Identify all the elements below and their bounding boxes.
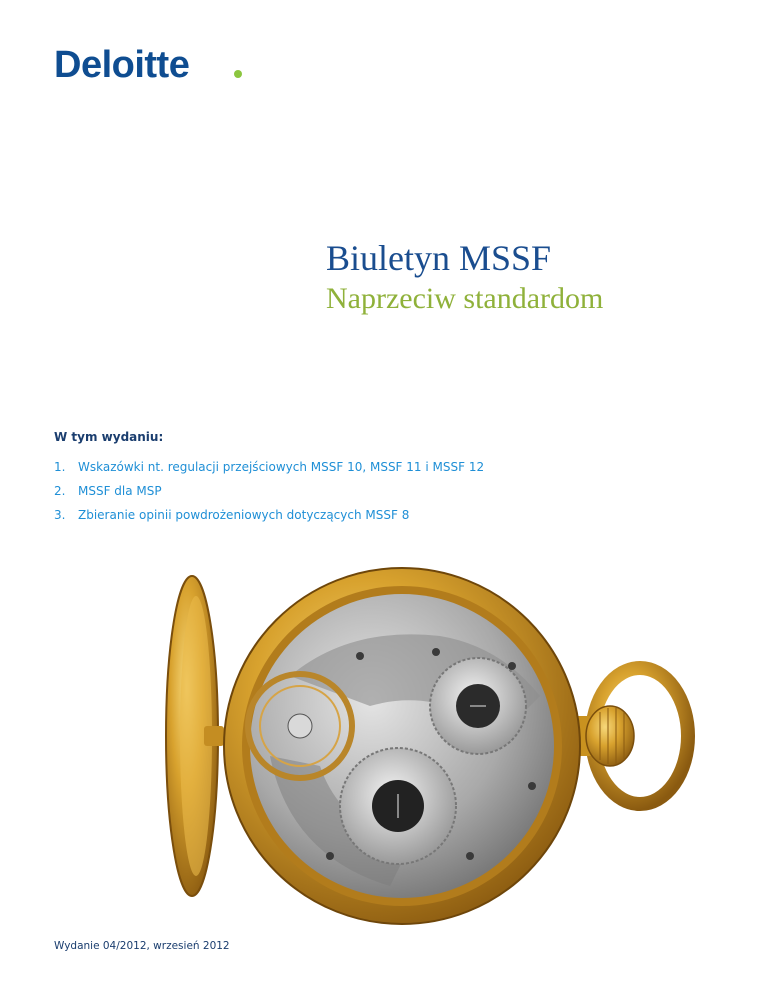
toc-list [54, 460, 484, 532]
toc-item-label: Wskazówki nt. regulacji przejściowych MSSF 10, MSSF 11 i MSSF 12 [78, 460, 485, 474]
toc-item[interactable] [54, 508, 484, 532]
issue-footer: Wydanie 04/2012, wrzesień 2012 [54, 940, 230, 952]
toc-item-number: 1. [54, 460, 66, 474]
toc-item-label: MSSF dla MSP [78, 484, 162, 498]
toc-item-label: Zbieranie opinii powdrożeniowych dotyczących MSSF 8 [78, 508, 410, 522]
pocket-watch-image [140, 556, 712, 936]
toc-item-number: 2. [54, 484, 66, 498]
toc-item[interactable] [54, 484, 484, 508]
bulletin-subtitle: Naprzeciw standardom [326, 282, 604, 315]
deloitte-logo: Deloitte [54, 44, 190, 86]
bulletin-title: Biuletyn MSSF [326, 238, 552, 278]
toc-heading: W tym wydaniu: [54, 430, 164, 444]
toc-item-number: 3. [54, 508, 66, 522]
logo-dot [234, 70, 242, 78]
toc-item[interactable] [54, 460, 484, 484]
